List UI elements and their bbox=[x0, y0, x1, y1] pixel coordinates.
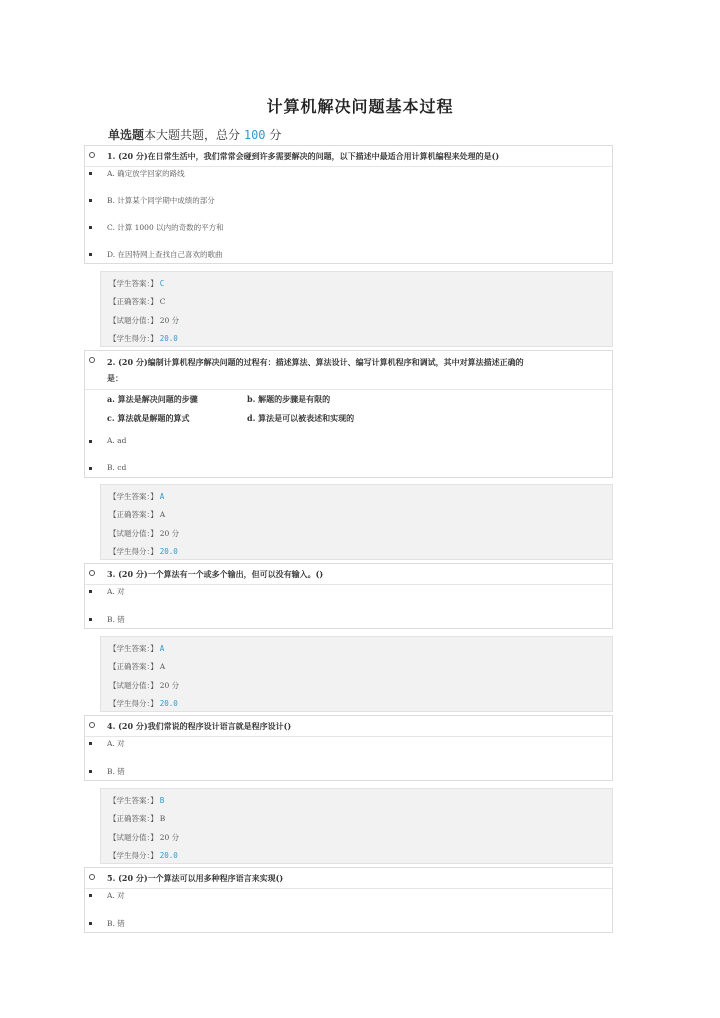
answer-box-1 bbox=[100, 271, 613, 347]
student-answer-value: C bbox=[159, 279, 165, 288]
student-answer-value: B bbox=[159, 796, 165, 805]
question-score-label: 【试题分值：】 bbox=[109, 833, 158, 842]
circle-bullet-icon bbox=[89, 357, 95, 363]
question-score-row bbox=[109, 315, 179, 326]
question-1-title: 1. (20 分)在日常生活中，我们常常会碰到许多需要解决的问题，以下描述中最适合用计算机编程来处理的是() bbox=[107, 151, 500, 161]
student-answer-label: 【学生答案：】 bbox=[109, 279, 158, 288]
question-score-value: 20 分 bbox=[159, 681, 180, 690]
question-4 bbox=[84, 715, 613, 781]
option-label: B. 错 bbox=[107, 767, 125, 776]
correct-answer-value: B bbox=[159, 814, 166, 823]
question-3-title: 3. (20 分)一个算法有一个或多个输出，但可以没有输入。() bbox=[107, 569, 324, 579]
student-score-row bbox=[109, 546, 178, 557]
question-2-statements-2 bbox=[107, 413, 607, 424]
section-header bbox=[108, 126, 281, 143]
student-score-row bbox=[109, 850, 178, 861]
question-1-option-b[interactable] bbox=[85, 195, 215, 206]
question-score-label: 【试题分值：】 bbox=[109, 316, 158, 325]
student-score-row bbox=[109, 698, 178, 709]
question-3 bbox=[84, 563, 613, 629]
question-2-title-line1: 2. (20 分)编制计算机程序解决问题的过程有：描述算法、算法设计、编写计算机程序和调试，其中对算法描述正确的 bbox=[107, 357, 524, 367]
student-score-row bbox=[109, 333, 178, 344]
option-label: A. 对 bbox=[107, 739, 125, 748]
option-label: B. cd bbox=[107, 463, 127, 472]
statement-c: c. 算法就是解题的算式 bbox=[107, 413, 190, 423]
question-score-value: 20 分 bbox=[159, 529, 180, 538]
student-answer-value: A bbox=[159, 492, 165, 501]
student-score-label: 【学生得分：】 bbox=[109, 547, 158, 556]
answer-box-3 bbox=[100, 636, 613, 712]
student-answer-label: 【学生答案：】 bbox=[109, 492, 158, 501]
circle-bullet-icon bbox=[89, 570, 95, 576]
question-score-label: 【试题分值：】 bbox=[109, 529, 158, 538]
student-score-value: 20.0 bbox=[159, 547, 178, 556]
correct-answer-label: 【正确答案：】 bbox=[109, 510, 158, 519]
question-4-option-b[interactable] bbox=[85, 766, 125, 777]
question-5 bbox=[84, 867, 613, 933]
section-unit: 分 bbox=[269, 128, 282, 142]
student-answer-row bbox=[109, 491, 164, 502]
square-bullet-icon bbox=[89, 894, 92, 897]
question-2-option-b[interactable] bbox=[85, 463, 126, 472]
correct-answer-value: A bbox=[159, 510, 166, 519]
square-bullet-icon bbox=[89, 922, 92, 925]
question-2-statements bbox=[107, 394, 607, 405]
correct-answer-row bbox=[109, 509, 165, 520]
square-bullet-icon bbox=[89, 618, 92, 621]
section-total: 100 bbox=[243, 128, 266, 142]
correct-answer-label: 【正确答案：】 bbox=[109, 662, 158, 671]
correct-answer-label: 【正确答案：】 bbox=[109, 297, 158, 306]
statement-d: d. 算法是可以被表述和实现的 bbox=[247, 413, 355, 423]
question-score-value: 20 分 bbox=[159, 833, 180, 842]
square-bullet-icon bbox=[89, 226, 92, 229]
circle-bullet-icon bbox=[89, 152, 95, 158]
student-answer-row bbox=[109, 795, 164, 806]
option-label: B. 计算某个同学期中成绩的部分 bbox=[107, 196, 215, 205]
student-score-label: 【学生得分：】 bbox=[109, 699, 158, 708]
question-1-title-row bbox=[85, 146, 612, 167]
option-label: A. 对 bbox=[107, 891, 125, 900]
square-bullet-icon bbox=[89, 199, 92, 202]
question-1-option-d[interactable] bbox=[85, 249, 223, 260]
question-score-value: 20 分 bbox=[159, 316, 180, 325]
statement-a: a. 算法是解决问题的步骤 bbox=[107, 394, 198, 404]
section-type-label: 单选题 bbox=[108, 128, 145, 142]
student-score-label: 【学生得分：】 bbox=[109, 851, 158, 860]
square-bullet-icon bbox=[89, 440, 92, 443]
square-bullet-icon bbox=[89, 590, 92, 593]
question-score-row bbox=[109, 528, 179, 539]
answer-box-4 bbox=[100, 788, 613, 864]
question-1 bbox=[84, 145, 613, 264]
correct-answer-row bbox=[109, 661, 165, 672]
question-5-title-row bbox=[85, 868, 612, 889]
option-label: A. 对 bbox=[107, 587, 125, 596]
student-answer-label: 【学生答案：】 bbox=[109, 644, 158, 653]
question-5-title: 5. (20 分)一个算法可以用多种程序语言来实现() bbox=[107, 873, 284, 883]
question-2-title-line2: 是： bbox=[107, 373, 123, 383]
square-bullet-icon bbox=[89, 467, 92, 470]
student-score-value: 20.0 bbox=[159, 851, 178, 860]
statement-b: b. 解题的步骤是有限的 bbox=[247, 394, 331, 404]
question-2-option-a[interactable] bbox=[85, 436, 126, 445]
question-2-title-row bbox=[85, 351, 612, 390]
answer-box-2 bbox=[100, 484, 613, 560]
correct-answer-value: C bbox=[159, 297, 166, 306]
circle-bullet-icon bbox=[89, 722, 95, 728]
student-answer-row bbox=[109, 278, 164, 289]
square-bullet-icon bbox=[89, 253, 92, 256]
option-label: C. 计算 1000 以内的奇数的平方和 bbox=[107, 223, 224, 232]
square-bullet-icon bbox=[89, 172, 92, 175]
correct-answer-label: 【正确答案：】 bbox=[109, 814, 158, 823]
option-label: B. 错 bbox=[107, 615, 125, 624]
option-label: B. 错 bbox=[107, 919, 125, 928]
student-score-value: 20.0 bbox=[159, 699, 178, 708]
question-1-option-a[interactable] bbox=[85, 168, 185, 179]
question-1-option-c[interactable] bbox=[85, 222, 224, 233]
question-5-option-a[interactable] bbox=[85, 890, 125, 901]
option-label: A. ad bbox=[107, 436, 127, 445]
question-2 bbox=[84, 350, 613, 478]
question-score-label: 【试题分值：】 bbox=[109, 681, 158, 690]
question-score-row bbox=[109, 832, 179, 843]
question-3-title-row bbox=[85, 564, 612, 585]
question-score-row bbox=[109, 680, 179, 691]
student-score-label: 【学生得分：】 bbox=[109, 334, 158, 343]
correct-answer-row bbox=[109, 296, 166, 307]
section-text: 本大题共题，总分 bbox=[144, 128, 241, 142]
square-bullet-icon bbox=[89, 742, 92, 745]
question-5-option-b[interactable] bbox=[85, 918, 125, 929]
square-bullet-icon bbox=[89, 770, 92, 773]
student-answer-label: 【学生答案：】 bbox=[109, 796, 158, 805]
student-score-value: 20.0 bbox=[159, 334, 178, 343]
question-4-title: 4. (20 分)我们常说的程序设计语言就是程序设计() bbox=[107, 721, 292, 731]
correct-answer-value: A bbox=[159, 662, 166, 671]
question-4-title-row bbox=[85, 716, 612, 737]
question-4-option-a[interactable] bbox=[85, 738, 125, 749]
circle-bullet-icon bbox=[89, 874, 95, 880]
question-3-option-a[interactable] bbox=[85, 586, 125, 597]
question-3-option-b[interactable] bbox=[85, 614, 125, 625]
option-label: A. 确定放学回家的路线 bbox=[107, 169, 185, 178]
student-answer-value: A bbox=[159, 644, 165, 653]
page-title: 计算机解决问题基本过程 bbox=[266, 97, 454, 116]
option-label: D. 在因特网上查找自己喜欢的歌曲 bbox=[107, 250, 223, 259]
student-answer-row bbox=[109, 643, 164, 654]
correct-answer-row bbox=[109, 813, 165, 824]
